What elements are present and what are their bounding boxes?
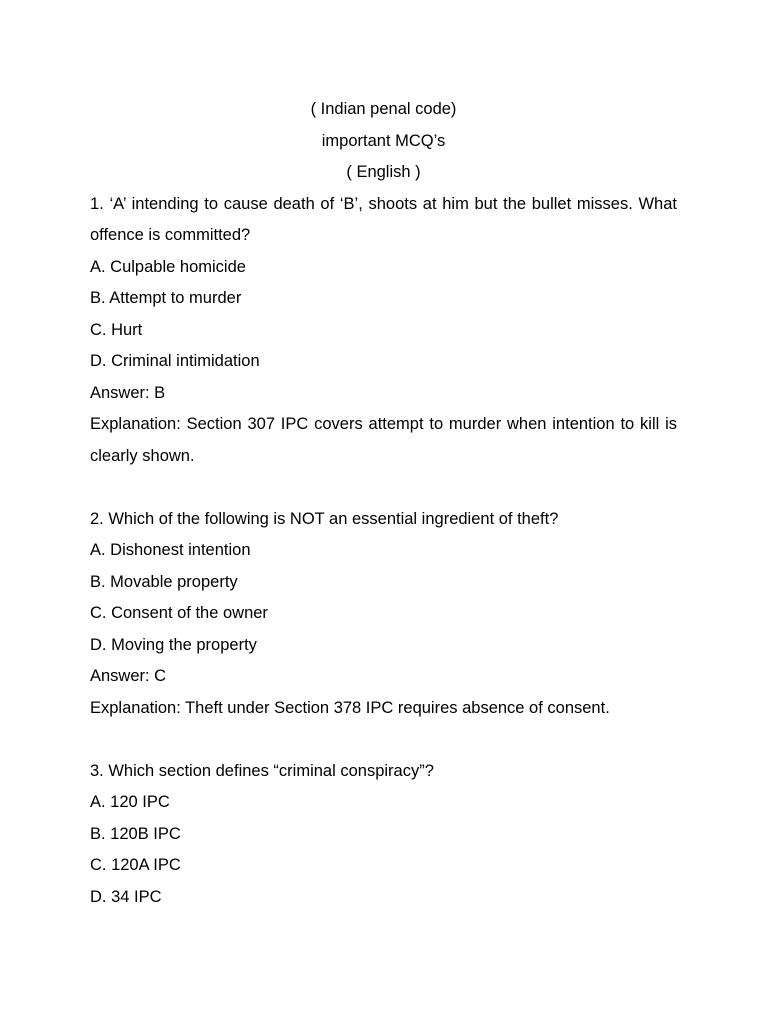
- question-text: 2. Which of the following is NOT an essential ingredient of theft?: [90, 509, 559, 528]
- spacer: [90, 724, 677, 756]
- option-d: D. Moving the property: [90, 635, 257, 654]
- question-text: 1. ‘A’ intending to cause death of ‘B’, shoots at him but the bullet misses. What offence is committed?: [90, 194, 677, 244]
- question-block-2: [90, 504, 677, 725]
- option-b: B. Attempt to murder: [90, 289, 242, 307]
- header-title: important MCQ’s: [321, 131, 446, 150]
- explanation-text: Explanation: Section 307 IPC covers attempt to murder when intention to kill is clearly shown.: [90, 415, 677, 465]
- document-page: [90, 94, 677, 913]
- option-c: C. 120A IPC: [90, 856, 181, 874]
- answer-text: Answer: B: [90, 383, 166, 402]
- option-b: B. Movable property: [90, 572, 238, 591]
- option-a: A. Dishonest intention: [90, 541, 251, 559]
- option-a: A. 120 IPC: [90, 793, 170, 811]
- option-b: B. 120B IPC: [90, 824, 181, 843]
- answer-text: Answer: C: [90, 667, 167, 685]
- option-c: C. Consent of the owner: [90, 604, 268, 622]
- question-block-1: [90, 189, 677, 473]
- question-text: 3. Which section defines “criminal conspiracy”?: [90, 761, 434, 780]
- document-header: [90, 94, 677, 189]
- header-subject: ( Indian penal code): [310, 100, 457, 118]
- option-d: D. 34 IPC: [90, 887, 162, 906]
- header-language: ( English ): [346, 163, 421, 181]
- option-a: A. Culpable homicide: [90, 257, 246, 276]
- option-d: D. Criminal intimidation: [90, 352, 260, 370]
- question-block-3: [90, 756, 677, 914]
- option-c: C. Hurt: [90, 320, 143, 339]
- spacer: [90, 472, 677, 504]
- explanation-text: Explanation: Theft under Section 378 IPC requires absence of consent.: [90, 698, 610, 717]
